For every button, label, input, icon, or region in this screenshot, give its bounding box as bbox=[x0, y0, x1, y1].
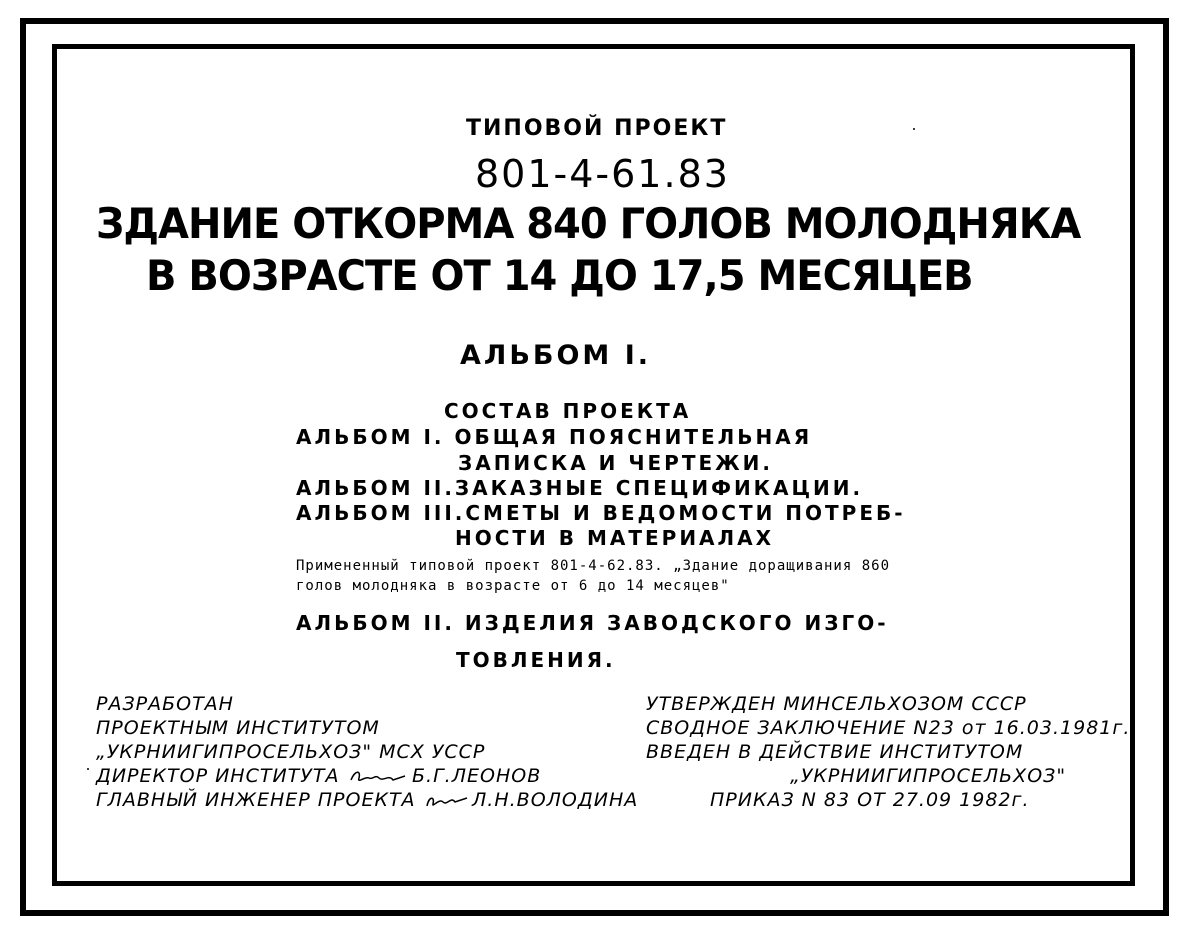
developed-line-1: РАЗРАБОТАН bbox=[96, 693, 234, 715]
album-title: АЛЬБОМ I. bbox=[460, 340, 652, 371]
composition-line-1: АЛЬБОМ I. ОБЩАЯ ПОЯСНИТЕЛЬНАЯ bbox=[296, 425, 813, 449]
speck bbox=[913, 128, 915, 130]
director-name: Б.Г.ЛЕОНОВ bbox=[412, 765, 542, 787]
composition-line-3: АЛЬБОМ II.ЗАКАЗНЫЕ СПЕЦИФИКАЦИИ. bbox=[296, 476, 864, 500]
approved-line-1: УТВЕРЖДЕН МИНСЕЛЬХОЗОМ СССР bbox=[646, 693, 1027, 715]
engineer-signature bbox=[423, 790, 473, 816]
approved-line-3: ВВЕДЕН В ДЕЙСТВИЕ ИНСТИТУТОМ bbox=[646, 741, 1024, 763]
approved-line-5: ПРИКАЗ N 83 ОТ 27.09 1982г. bbox=[710, 789, 1030, 811]
composition-line-5: НОСТИ В МАТЕРИАЛАХ bbox=[455, 526, 775, 550]
project-number: 801-4-61.83 bbox=[475, 152, 730, 196]
composition-heading: СОСТАВ ПРОЕКТА bbox=[444, 399, 692, 423]
engineer-name: Л.Н.ВОЛОДИНА bbox=[472, 789, 639, 811]
title-line-2: В ВОЗРАСТЕ ОТ 14 ДО 17,5 МЕСЯЦЕВ bbox=[146, 252, 973, 301]
approved-line-4: „УКРНИИГИПРОСЕЛЬХОЗ" bbox=[790, 765, 1067, 787]
composition-line-2: ЗАПИСКА И ЧЕРТЕЖИ. bbox=[458, 451, 773, 475]
products-line-1: АЛЬБОМ II. ИЗДЕЛИЯ ЗАВОДСКОГО ИЗГО- bbox=[296, 611, 889, 635]
project-type-label: ТИПОВОЙ ПРОЕКТ bbox=[466, 116, 728, 141]
developed-line-2: ПРОЕКТНЫМ ИНСТИТУТОМ bbox=[96, 717, 380, 739]
title-line-1: ЗДАНИЕ ОТКОРМА 840 ГОЛОВ МОЛОДНЯКА bbox=[96, 200, 1081, 249]
engineer-label: ГЛАВНЫЙ ИНЖЕНЕР ПРОЕКТА bbox=[96, 789, 416, 811]
approved-line-2: СВОДНОЕ ЗАКЛЮЧЕНИЕ N23 от 16.03.1981г. bbox=[646, 717, 1131, 739]
director-label: ДИРЕКТОР ИНСТИТУТА bbox=[96, 765, 340, 787]
applied-project-line-2: голов молодняка в возрасте от 6 до 14 месяцев" bbox=[296, 578, 730, 594]
composition-line-4: АЛЬБОМ III.СМЕТЫ И ВЕДОМОСТИ ПОТРЕБ- bbox=[296, 501, 906, 525]
products-line-2: ТОВЛЕНИЯ. bbox=[456, 648, 616, 672]
speck bbox=[87, 768, 89, 770]
applied-project-line-1: Примененный типовой проект 801-4-62.83. „Здание доращивания 860 bbox=[296, 558, 891, 574]
developed-line-3: „УКРНИИГИПРОСЕЛЬХОЗ" МСХ УССР bbox=[96, 741, 486, 763]
